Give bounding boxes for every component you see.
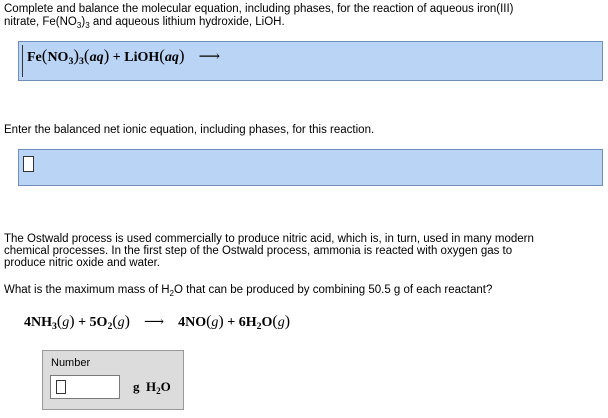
text-cursor-placeholder[interactable] [23,156,34,172]
ostwald-paragraph-line3: produce nitric oxide and water. [4,257,160,269]
number-answer-panel [42,350,184,410]
q1-prompt-line1: Complete and balance the molecular equation, including phases, for the reaction of aqueous iron(III) [4,3,514,15]
mass-number-input[interactable] [50,375,120,399]
ostwald-paragraph-line1: The Ostwald process is used commercially to produce nitric acid, which is, in turn, used in many modern [4,233,534,245]
ostwald-paragraph-line2: chemical processes. In the first step of the Ostwald process, ammonia is reacted with oxygen gas to [4,245,513,257]
molecular-equation-answer-box[interactable] [18,41,603,81]
net-ionic-equation-answer-box[interactable] [18,149,603,186]
answer-box-edge [22,45,23,77]
molecular-equation-reactants: $Fe(NO_3)_3(aq)$ + LiOH(aq) ⟶ [27,46,221,67]
number-label: Number [51,357,91,369]
q1-prompt-line2: nitrate, $Fe(NO_3)_3$ and aqueous lithium hydroxide, LiOH. [4,16,285,30]
q2-prompt: Enter the balanced net ionic equation, including phases, for this reaction. [4,124,375,136]
unit-label: g $H_2O$ [133,379,171,396]
q3-question: What is the maximum mass of $H_2O$ that can be produced by combining 50.5 g of each reactant? [4,284,493,298]
reaction-arrow-icon: ⟶ [198,49,221,65]
reaction-arrow-icon: ⟶ [144,315,165,330]
ostwald-reaction-equation: $4NH_3(g) + 5O_2(g)$ ⟶ $4NO(g) + 6H_2O(g)$ [24,313,291,332]
text-cursor-placeholder [56,380,66,394]
